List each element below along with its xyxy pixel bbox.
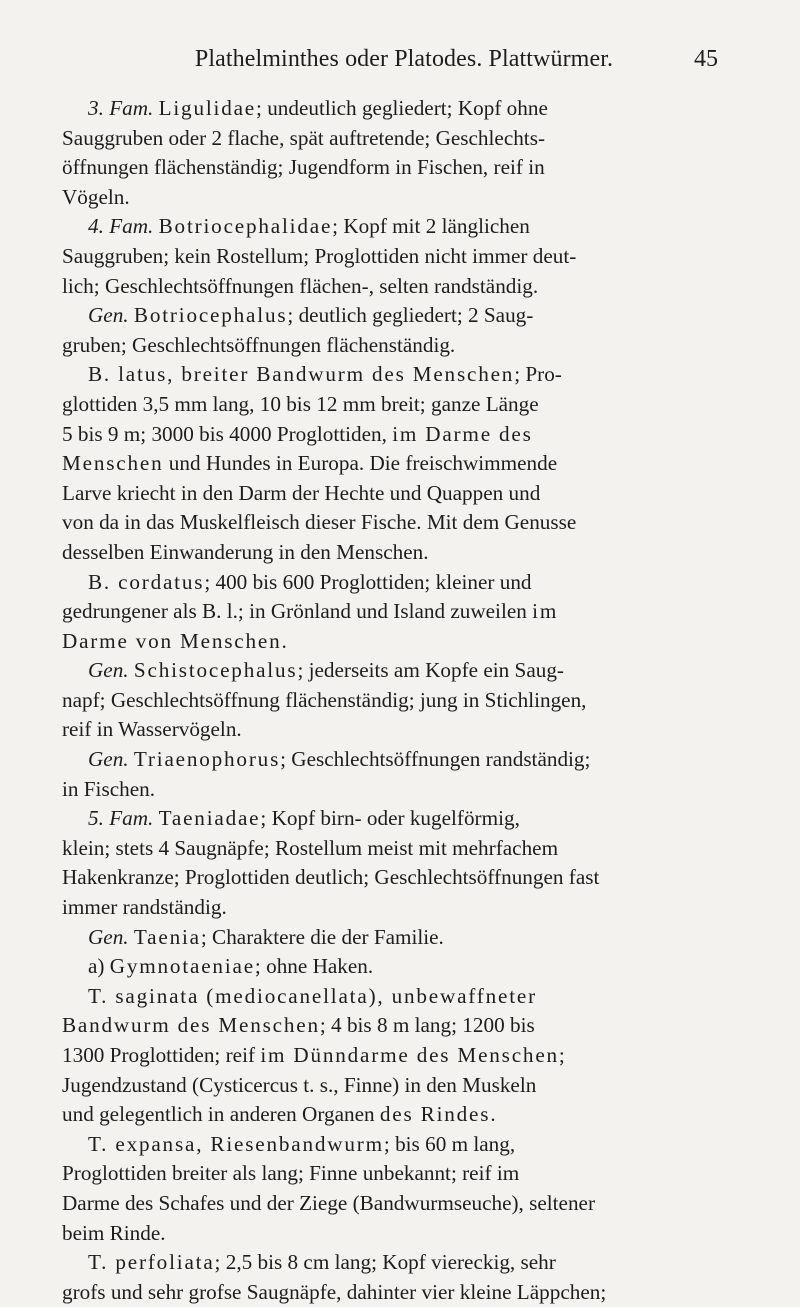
text-line: Hakenkranze; Proglottiden deutlich; Geschlechtsöffnungen fast (62, 865, 600, 890)
text-line: Gen. Triaenophorus; Geschlechtsöffnungen randständig; (88, 747, 591, 772)
page-number: 45 (694, 46, 718, 72)
text-line: napf; Geschlechtsöffnung flächenständig; jung in Stichlingen, (62, 687, 587, 712)
species-name: T. expansa, Riesenbandwurm (88, 1131, 384, 1156)
text-line: 5 bis 9 m; 3000 bis 4000 Proglottiden, im Darme des (62, 421, 533, 446)
text-line: lich; Geschlechtsöffnungen flächen-, selten randständig. (62, 273, 539, 298)
text-line: Vögeln. (62, 184, 130, 209)
text-line: a) Gymnotaeniae; ohne Haken. (88, 954, 374, 979)
text-line: öffnungen flächenständig; Jugendform in Fischen, reif in (62, 155, 545, 180)
text-line: grofs und sehr grofse Saugnäpfe, dahinter vier kleine Läppchen; (62, 1279, 607, 1304)
text-line: Menschen und Hundes in Europa. Die freischwimmende (62, 451, 558, 476)
text-line: Proglottiden breiter als lang; Finne unbekannt; reif im (62, 1161, 520, 1186)
text-line: B. latus, breiter Bandwurm des Menschen; Pro- (88, 362, 562, 387)
text-line (62, 982, 708, 1012)
text-line: 3. Fam. Ligulidae; undeutlich gegliedert; Kopf ohne (88, 96, 548, 120)
group-name: Gymnotaeniae (109, 954, 255, 979)
species-name: T. saginata (mediocanellata), unbewaffneter (88, 983, 537, 1008)
running-title: Plathelminthes oder Platodes. Plattwürmer. (194, 46, 614, 72)
text-line: Darme von Menschen. (62, 628, 287, 653)
text-line: gruben; Geschlechtsöffnungen flächenständig. (62, 332, 456, 357)
genus-name: Schistocephalus (133, 658, 298, 683)
text-line: Gen. Botriocephalus; deutlich gegliedert; 2 Saug- (88, 303, 534, 328)
text-line: Sauggruben; kein Rostellum; Proglottiden nicht immer deut- (62, 243, 577, 268)
species-name: T. perfoliata (88, 1250, 215, 1275)
body-text (62, 94, 708, 1307)
family-name: Ligulidae (158, 96, 257, 120)
genus-name: Taenia (133, 924, 201, 949)
text-line: Larve kriecht in den Darm der Hechte und Quappen und (62, 480, 541, 505)
text-line: Bandwurm des Menschen; 4 bis 8 m lang; 1200 bis (62, 1013, 535, 1038)
text-line: und gelegentlich in anderen Organen des Rindes. (62, 1102, 496, 1127)
running-header (130, 46, 718, 76)
text-line: glottiden 3,5 mm lang, 10 bis 12 mm breit; ganze Länge (62, 391, 539, 416)
text-line: desselben Einwanderung in den Menschen. (62, 539, 429, 564)
genus-name: Botriocephalus (133, 303, 288, 328)
text-line: T. expansa, Riesenbandwurm; bis 60 m lang, (88, 1131, 516, 1156)
text-line: 5. Fam. Taeniadae; Kopf birn- oder kugelförmig, (88, 806, 520, 831)
text-line: immer randständig. (62, 895, 227, 920)
text-line: Gen. Schistocephalus; jederseits am Kopfe ein Saug- (88, 658, 564, 683)
family-name: Taeniadae (158, 806, 261, 831)
species-name: B. cordatus (88, 569, 205, 594)
text-line: gedrungener als B. l.; in Grönland und Island zuweilen im (62, 599, 559, 624)
species-name: B. latus, breiter Bandwurm des Menschen (88, 362, 515, 387)
text-line: reif in Wasservögeln. (62, 717, 242, 742)
text-line: beim Rinde. (62, 1220, 166, 1245)
family-name: Botriocephalidae (158, 214, 333, 239)
text-line: Darme des Schafes und der Ziege (Bandwurmseuche), seltener (62, 1190, 596, 1215)
text-line: Jugendzustand (Cysticercus t. s., Finne) in den Muskeln (62, 1072, 537, 1097)
genus-name: Triaenophorus (133, 747, 281, 772)
text-line: Gen. Taenia; Charaktere die der Familie. (88, 924, 444, 949)
text-line: 4. Fam. Botriocephalidae; Kopf mit 2 länglichen (88, 214, 530, 239)
text-line: T. perfoliata; 2,5 bis 8 cm lang; Kopf viereckig, sehr (88, 1250, 556, 1275)
text-line: 1300 Proglottiden; reif im Dünndarme des Menschen; (62, 1043, 565, 1067)
text-line: von da in das Muskelfleisch dieser Fische. Mit dem Genusse (62, 510, 577, 535)
text-line: in Fischen. (62, 776, 155, 801)
text-line: Sauggruben oder 2 flache, spät auftretende; Geschlechts- (62, 125, 545, 150)
text-line: klein; stets 4 Saugnäpfe; Rostellum meist mit mehrfachem (62, 835, 559, 860)
text-line: B. cordatus; 400 bis 600 Proglottiden; kleiner und (88, 569, 532, 594)
